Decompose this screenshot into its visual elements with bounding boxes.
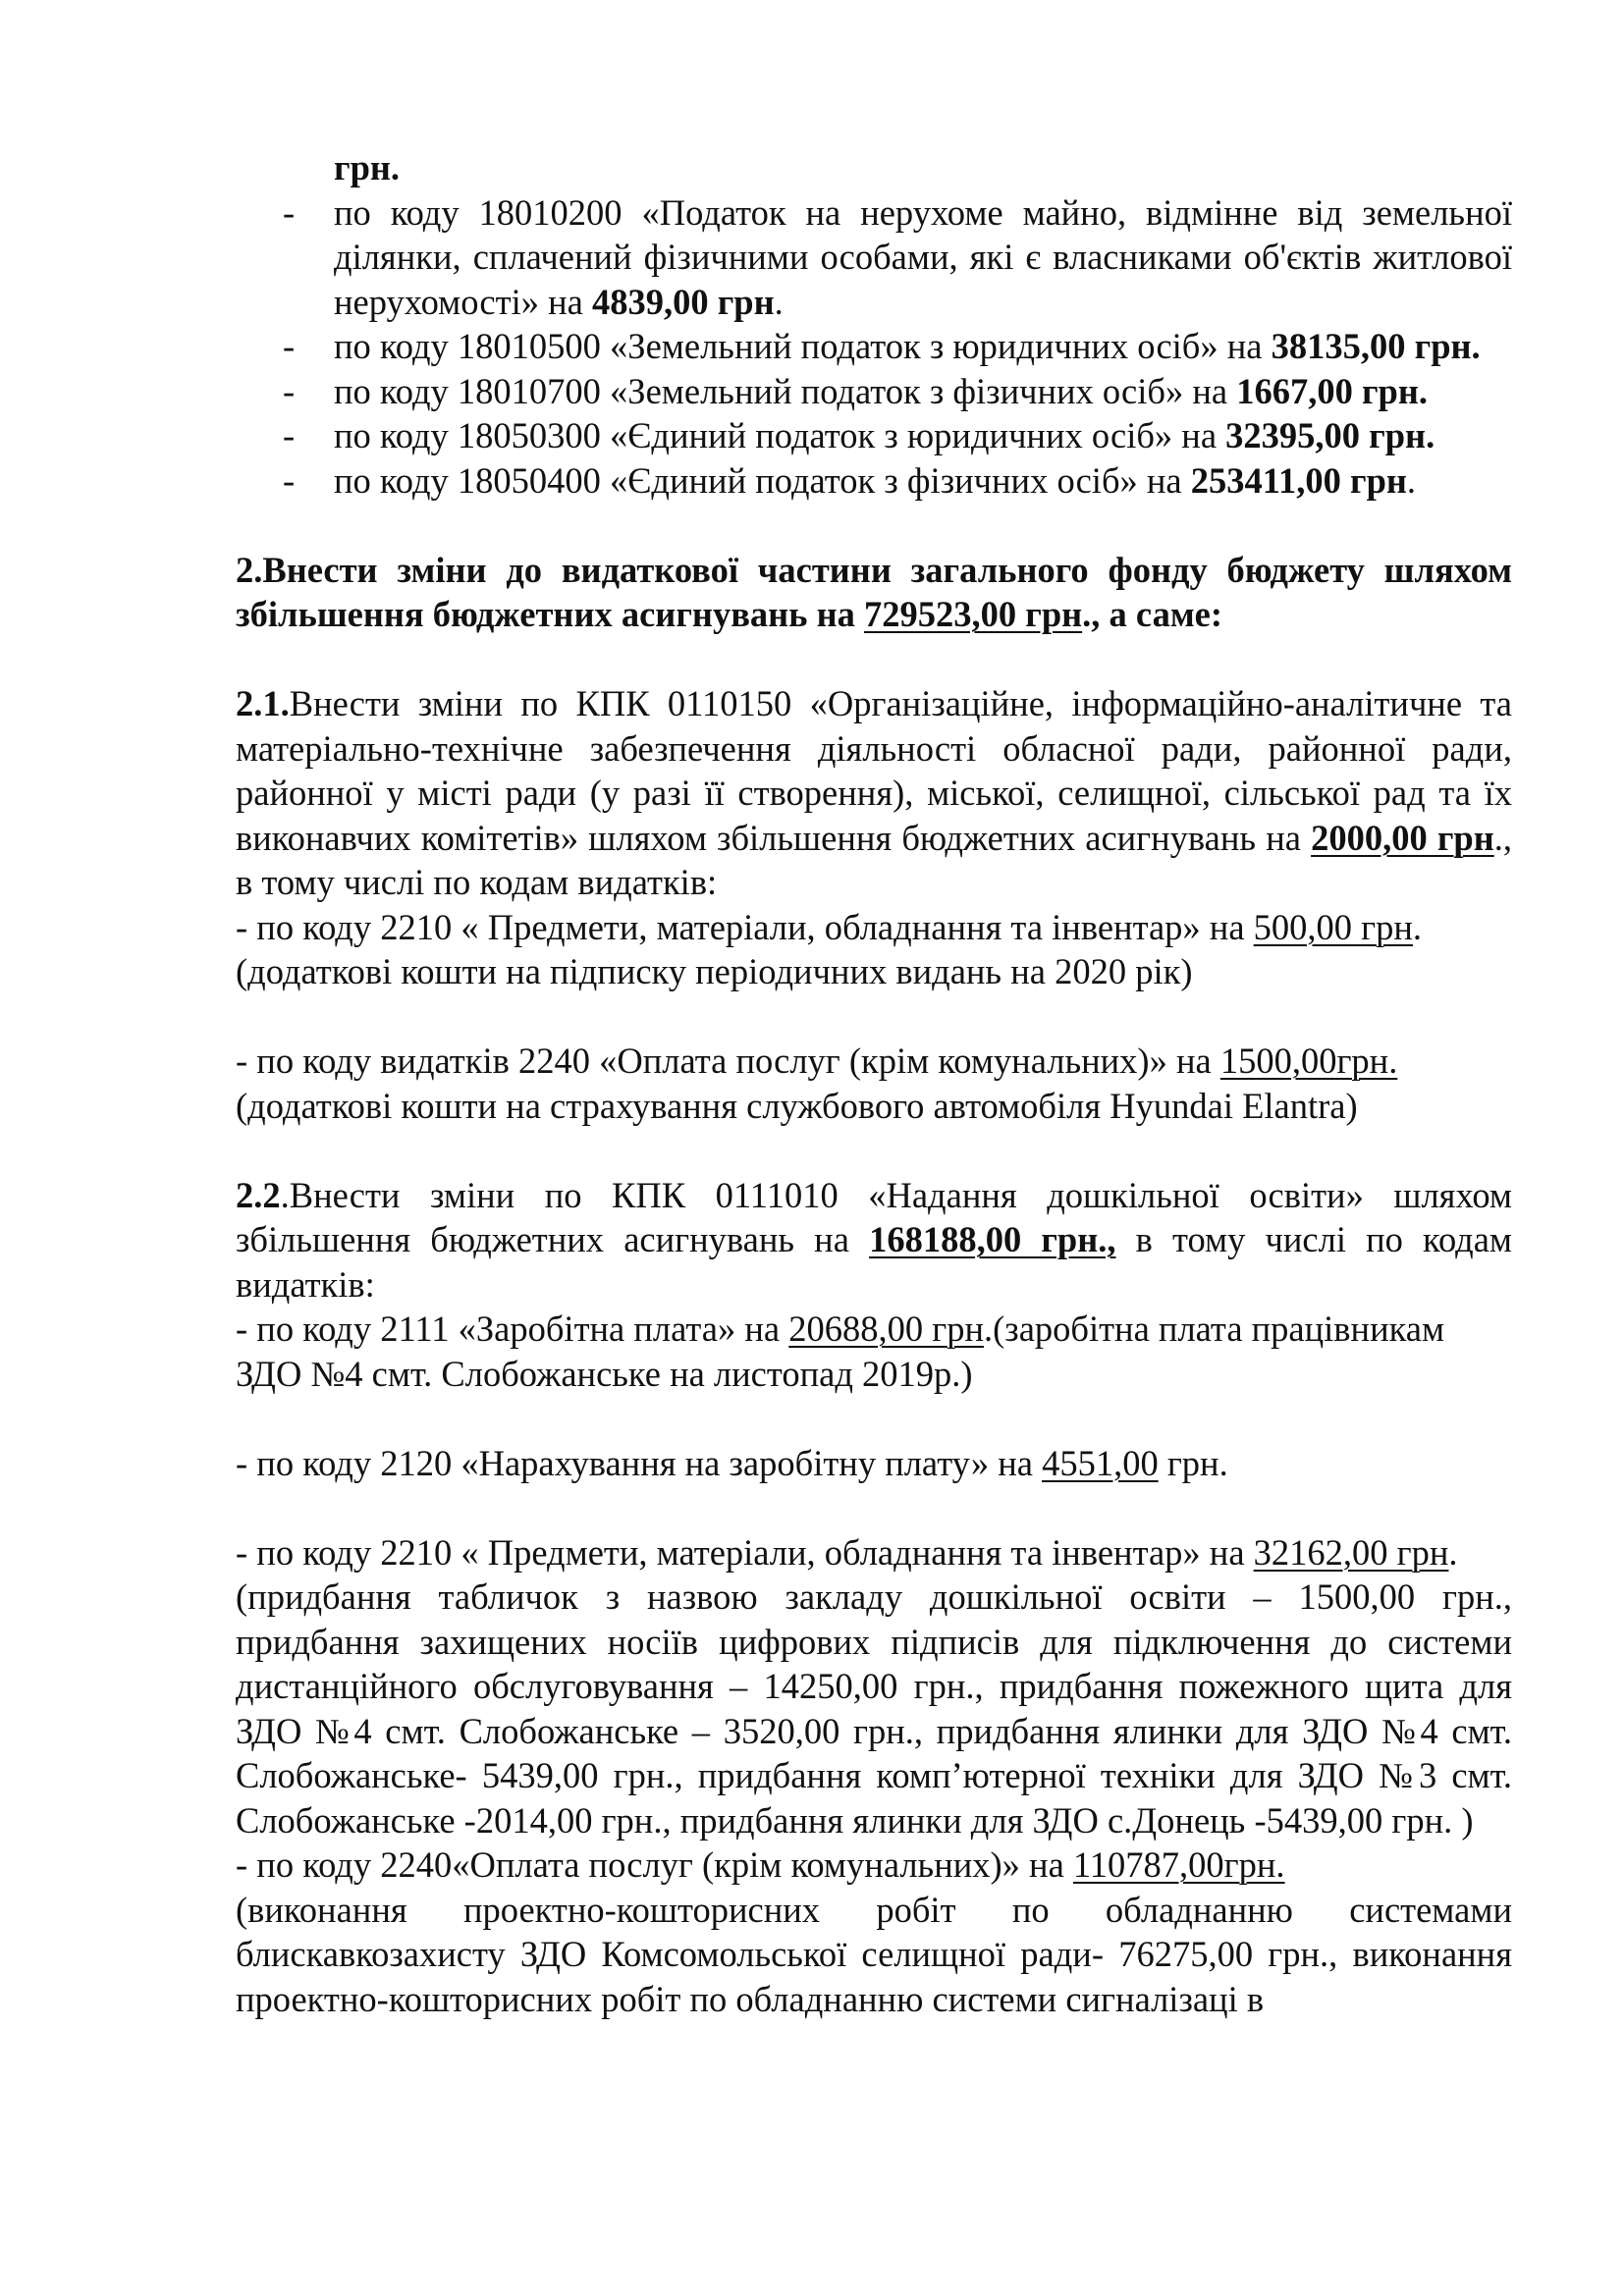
- expense-item-amount: 500,00 грн: [1253, 906, 1413, 947]
- dash-bullet: -: [283, 415, 296, 455]
- dash-bullet: -: [283, 459, 296, 501]
- expense-item-text: - по коду 2111 «Заробітна плата» на: [236, 1308, 789, 1349]
- revenue-item-text: по коду 18010700 «Земельний податок з фізичних осіб» на: [334, 370, 1237, 411]
- spacer: [236, 1128, 1512, 1173]
- spacer: [236, 637, 1512, 682]
- section-2-1-after: ., в тому числі по кодам видатків:: [236, 817, 1512, 902]
- section-2-1-number: 2.1.: [236, 683, 290, 723]
- dash-bullet: -: [283, 370, 296, 411]
- section-2-heading-post: ., а саме:: [1082, 594, 1223, 634]
- expense-item: [236, 1039, 1512, 1084]
- expense-item-text: - по коду видатків 2240 «Оплата послуг (крім комунальних)» на: [236, 1041, 1220, 1081]
- expense-item: [236, 905, 1512, 950]
- revenue-item: [236, 369, 1512, 414]
- revenue-list: [236, 190, 1512, 504]
- expense-note: (додаткові кошти на підписку періодичних видань на 2020 рік): [236, 951, 1193, 991]
- expense-note: (виконання проектно-кошторисних робіт по обладнанню системами блискавкозахисту ЗДО Комсомольської селищної ради- 76275,00 грн., виконання проектно-кошторисних робіт по обладнанню системи сигналізаці в: [236, 1889, 1512, 2019]
- revenue-item-amount: 1667,00 грн.: [1236, 370, 1428, 411]
- revenue-item-text: по коду 18010500 «Земельний податок з юридичних осіб» на: [334, 326, 1272, 366]
- expense-note: (додаткові кошти на страхування службового автомобіля Hyundai Elantra): [236, 1085, 1358, 1126]
- revenue-item-post: .: [1406, 459, 1417, 501]
- revenue-item: [236, 413, 1512, 458]
- revenue-item-text: по коду 18050300 «Єдиний податок з юридичних осіб» на: [334, 415, 1226, 455]
- revenue-item-text: по коду 18010200 «Податок на нерухоме майно, відмінне від земельної ділянки, сплачений фізичними особами, які є власниками об'єктів житлової нерухомості» на: [334, 191, 1512, 322]
- revenue-item-amount: 4839,00 грн: [591, 281, 775, 322]
- revenue-item: [236, 324, 1512, 369]
- section-2-1-amount: 2000,00 грн: [1311, 817, 1494, 858]
- expense-item-amount: 4551,00: [1042, 1442, 1159, 1483]
- dash-bullet: -: [283, 326, 296, 366]
- expense-item: [236, 1307, 1512, 1396]
- section-2-2-paragraph: [236, 1173, 1512, 1308]
- expense-item: [236, 1530, 1512, 1575]
- continuation-text: грн.: [334, 147, 401, 187]
- section-2-2-after: в тому числі по кодам видатків:: [236, 1219, 1513, 1305]
- section-2-1-text: Внести зміни по КПК 0110150 «Організаційне, інформаційно-аналітичне та матеріально-технічне забезпечення діяльності обласної ради, районної ради, районної у місті ради (у разі її створення), міської, селищної, сільської рад та їх виконавчих комітетів» шляхом збільшення бюджетних асигнувань на: [236, 683, 1512, 858]
- dash-bullet: -: [283, 191, 296, 233]
- expense-item-text: - по коду 2210 « Предмети, матеріали, обладнання та інвентар» на: [236, 1531, 1254, 1573]
- expense-item-post: грн.: [1158, 1442, 1228, 1483]
- expense-item-post: .(заробітна плата працівникам ЗДО №4 смт. Слобожанське на листопад 2019р.): [236, 1308, 1445, 1394]
- section-2-2-number: 2.2: [236, 1174, 281, 1215]
- section-2-heading-text: 2.Внести зміни до видаткової частини загального фонду бюджету шляхом збільшення бюджетних асигнувань на: [236, 549, 1512, 634]
- section-2-heading: [236, 548, 1512, 637]
- expense-item-post: .: [1448, 1531, 1458, 1573]
- document-page: [236, 145, 1512, 2021]
- expense-item-amount: 1500,00грн.: [1219, 1041, 1398, 1081]
- expense-item-text: - по коду 2210 « Предмети, матеріали, обладнання та інвентар» на: [236, 906, 1254, 947]
- section-2-1-paragraph: [236, 681, 1512, 905]
- expense-item-amount: 32162,00 грн: [1253, 1531, 1449, 1573]
- expense-note: (придбання табличок з назвою закладу дошкільної освіти – 1500,00 грн., придбання захищених носіїв цифрових підписів для підключення до системи дистанційного обслуговування – 14250,00 грн., придбання пожежного щита для ЗДО №4 смт. Слобожанське – 3520,00 грн., придбання ялинки для ЗДО №4 смт. Слобожанське- 5439,00 грн., придбання комп’ютерної техніки для ЗДО №3 смт. Слобожанське -2014,00 грн., придбання ялинки для ЗДО с.Донець -5439,00 грн. ): [236, 1576, 1512, 1841]
- expense-item-text: - по коду 2240«Оплата послуг (крім комунальних)» на: [236, 1844, 1073, 1885]
- spacer: [236, 994, 1512, 1040]
- section-2-2-amount: 168188,00 грн.,: [869, 1219, 1116, 1259]
- section-2-2-text: .Внести зміни по КПК 0111010 «Надання дошкільної освіти» шляхом збільшення бюджетних асигнувань на: [236, 1174, 1512, 1259]
- revenue-item-post: .: [774, 281, 784, 322]
- spacer: [236, 1396, 1512, 1441]
- revenue-item-amount: 32395,00 грн.: [1225, 415, 1435, 455]
- expense-item-post: .: [1412, 906, 1423, 947]
- expense-item: [236, 1441, 1512, 1486]
- revenue-item: [236, 458, 1512, 504]
- expense-item-text: - по коду 2120 «Нарахування на заробітну плату» на: [236, 1442, 1043, 1483]
- expense-item: [236, 1842, 1512, 1888]
- spacer: [236, 503, 1512, 548]
- revenue-item-text: по коду 18050400 «Єдиний податок з фізичних осіб» на: [334, 459, 1191, 501]
- expense-item-amount: 110787,00грн.: [1072, 1844, 1285, 1885]
- revenue-item: [236, 190, 1512, 325]
- revenue-item-amount: 38135,00 грн.: [1271, 326, 1481, 366]
- section-2-heading-amount: 729523,00 грн: [864, 594, 1083, 634]
- expense-item-amount: 20688,00 грн: [788, 1308, 984, 1349]
- spacer: [236, 1485, 1512, 1530]
- revenue-item-amount: 253411,00 грн: [1190, 459, 1407, 501]
